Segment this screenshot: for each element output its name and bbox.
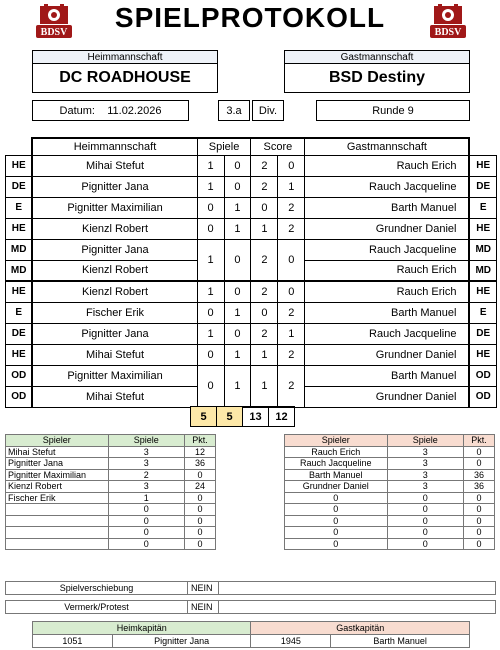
home-team-name: DC ROADHOUSE [59, 69, 191, 86]
stats-points: 0 [185, 538, 216, 550]
stats-points: 0 [185, 515, 216, 527]
round-box: Runde 9 [316, 100, 470, 121]
stats-games: 0 [387, 527, 464, 539]
total-score-guest: 12 [269, 407, 295, 427]
score-home: 2 [251, 281, 278, 302]
svg-text:BDSV: BDSV [40, 27, 68, 38]
score-guest: 2 [278, 218, 305, 239]
match-row [6, 302, 497, 323]
header-score: Score [251, 138, 305, 155]
stats-row [6, 469, 216, 481]
stats-games: 0 [108, 515, 185, 527]
home-player: Pignitter Jana [32, 239, 197, 260]
stats-player: 0 [285, 527, 388, 539]
stats-row [6, 458, 216, 470]
match-type-code: HE [6, 344, 33, 365]
stats-player: 0 [285, 492, 388, 504]
guest-stats-table [284, 434, 495, 550]
header-home: Heimmannschaft [32, 138, 197, 155]
match-type-code: DE [469, 323, 496, 344]
match-type-code: HE [6, 218, 33, 239]
stats-player: Fischer Erik [6, 492, 109, 504]
home-team-box [32, 50, 218, 93]
stats-games: 0 [387, 492, 464, 504]
stats-row [285, 527, 495, 539]
score-guest: 1 [278, 323, 305, 344]
games-home: 0 [197, 302, 224, 323]
header-guest: Gastmannschaft [305, 138, 470, 155]
home-stats-player-header: Spieler [6, 435, 109, 447]
score-guest: 2 [278, 302, 305, 323]
match-row [6, 281, 497, 302]
score-home: 0 [251, 302, 278, 323]
home-player: Mihai Stefut [32, 344, 197, 365]
guest-player: Grundner Daniel [305, 218, 470, 239]
score-guest: 2 [278, 365, 305, 407]
stats-player: 0 [285, 515, 388, 527]
league-box: 3.a [218, 100, 250, 121]
games-home: 0 [197, 218, 224, 239]
stats-games: 3 [387, 446, 464, 458]
games-home: 1 [197, 176, 224, 197]
header-games: Spiele [197, 138, 251, 155]
match-type-code: OD [6, 386, 33, 407]
protest-row [5, 600, 496, 614]
match-type-code: OD [6, 365, 33, 386]
match-type-code: HE [6, 155, 33, 176]
svg-text:BDSV: BDSV [434, 27, 462, 38]
stats-points: 0 [464, 504, 495, 516]
page-title: SPIELPROTOKOLL [114, 2, 386, 33]
score-guest: 0 [278, 155, 305, 176]
home-stats-table [5, 434, 216, 550]
total-score-home: 13 [243, 407, 269, 427]
guest-player: Grundner Daniel [305, 344, 470, 365]
match-row [6, 155, 497, 176]
date-value: 11.02.2026 [107, 104, 162, 117]
stats-player: Pignitter Maximilian [6, 469, 109, 481]
date-label: Datum: [59, 104, 95, 117]
stats-row [6, 504, 216, 516]
games-home: 0 [197, 365, 224, 407]
stats-points: 36 [185, 458, 216, 470]
guest-team-name: BSD Destiny [328, 69, 426, 86]
match-type-code: DE [6, 176, 33, 197]
score-home: 0 [251, 197, 278, 218]
games-guest: 1 [224, 365, 251, 407]
guest-captain-name: Barth Manuel [331, 635, 470, 648]
stats-points: 0 [464, 515, 495, 527]
postpone-value: NEIN [188, 582, 219, 595]
match-type-code: E [469, 302, 496, 323]
match-row [6, 323, 497, 344]
stats-player: Mihai Stefut [6, 446, 109, 458]
match-type-code: E [6, 302, 33, 323]
guest-team-label: Gastmannschaft [285, 51, 469, 64]
score-home: 1 [251, 365, 278, 407]
score-guest: 2 [278, 197, 305, 218]
match-type-code: HE [469, 218, 496, 239]
guest-player: Rauch Erich [305, 281, 470, 302]
match-type-code: MD [469, 260, 496, 281]
stats-games: 3 [387, 458, 464, 470]
match-type-code: HE [6, 281, 33, 302]
stats-player: Pignitter Jana [6, 458, 109, 470]
stats-games: 0 [108, 527, 185, 539]
protest-value: NEIN [188, 601, 219, 614]
stats-player: Barth Manuel [285, 469, 388, 481]
stats-row [6, 527, 216, 539]
stats-points: 36 [464, 469, 495, 481]
games-home: 1 [197, 281, 224, 302]
stats-row [285, 481, 495, 493]
stats-player: Kienzl Robert [6, 481, 109, 493]
games-home: 1 [197, 155, 224, 176]
home-player: Pignitter Jana [32, 323, 197, 344]
stats-points: 0 [185, 469, 216, 481]
games-guest: 0 [224, 239, 251, 281]
stats-row [285, 492, 495, 504]
games-guest: 0 [224, 176, 251, 197]
postpone-label: Spielverschiebung [6, 582, 188, 595]
stats-row [6, 492, 216, 504]
games-home: 1 [197, 239, 224, 281]
guest-stats-pts-header: Pkt. [464, 435, 495, 447]
score-home: 2 [251, 239, 278, 281]
stats-player [6, 504, 109, 516]
score-guest: 0 [278, 239, 305, 281]
stats-player: Grundner Daniel [285, 481, 388, 493]
guest-captain-label: Gastkapitän [251, 622, 470, 635]
match-type-code: DE [6, 323, 33, 344]
stats-games: 0 [108, 538, 185, 550]
games-guest: 1 [224, 344, 251, 365]
stats-points: 0 [464, 446, 495, 458]
score-home: 2 [251, 176, 278, 197]
guest-captain-id: 1945 [251, 635, 331, 648]
totals-row [190, 406, 295, 427]
stats-points: 0 [185, 504, 216, 516]
games-guest: 1 [224, 218, 251, 239]
stats-points: 0 [185, 527, 216, 539]
match-row [6, 365, 497, 386]
match-type-code: E [469, 197, 496, 218]
stats-games: 0 [108, 504, 185, 516]
match-row [6, 197, 497, 218]
guest-stats-player-header: Spieler [285, 435, 388, 447]
stats-games: 3 [108, 446, 185, 458]
stats-row [285, 446, 495, 458]
guest-player: Rauch Jacqueline [305, 323, 470, 344]
stats-points: 0 [185, 492, 216, 504]
total-games-home: 5 [191, 407, 217, 427]
score-home: 2 [251, 323, 278, 344]
stats-row [285, 469, 495, 481]
home-stats-pts-header: Pkt. [185, 435, 216, 447]
stats-player [6, 538, 109, 550]
match-type-code: MD [469, 239, 496, 260]
stats-games: 3 [108, 481, 185, 493]
games-guest: 0 [224, 155, 251, 176]
protest-label: Vermerk/Protest [6, 601, 188, 614]
postpone-row [5, 581, 496, 595]
match-row [6, 344, 497, 365]
home-player: Kienzl Robert [32, 281, 197, 302]
stats-games: 3 [387, 481, 464, 493]
stats-player [6, 527, 109, 539]
division-box: Div. [252, 100, 284, 121]
home-player: Pignitter Jana [32, 176, 197, 197]
match-type-code: DE [469, 176, 496, 197]
stats-player [6, 515, 109, 527]
stats-points: 36 [464, 481, 495, 493]
home-team-label: Heimmannschaft [33, 51, 217, 64]
stats-row [6, 515, 216, 527]
home-player: Mihai Stefut [32, 386, 197, 407]
score-guest: 0 [278, 281, 305, 302]
match-table [5, 137, 497, 408]
stats-player: 0 [285, 538, 388, 550]
stats-player: 0 [285, 504, 388, 516]
guest-stats-games-header: Spiele [387, 435, 464, 447]
stats-row [6, 481, 216, 493]
stats-points: 0 [464, 527, 495, 539]
stats-games: 3 [387, 469, 464, 481]
stats-row [6, 446, 216, 458]
home-stats-games-header: Spiele [108, 435, 185, 447]
guest-player: Grundner Daniel [305, 386, 470, 407]
games-home: 1 [197, 323, 224, 344]
home-captain-label: Heimkapitän [33, 622, 251, 635]
captains-table [32, 621, 470, 648]
match-row [6, 218, 497, 239]
stats-points: 12 [185, 446, 216, 458]
home-player: Kienzl Robert [32, 218, 197, 239]
stats-row [6, 538, 216, 550]
score-home: 1 [251, 344, 278, 365]
stats-games: 0 [387, 538, 464, 550]
match-type-code: HE [469, 155, 496, 176]
games-guest: 1 [224, 197, 251, 218]
match-type-code: MD [6, 260, 33, 281]
match-type-code: E [6, 197, 33, 218]
home-captain-id: 1051 [33, 635, 113, 648]
games-guest: 0 [224, 323, 251, 344]
stats-player: Rauch Erich [285, 446, 388, 458]
match-type-code: HE [469, 281, 496, 302]
stats-points: 0 [464, 538, 495, 550]
games-guest: 0 [224, 281, 251, 302]
home-player: Kienzl Robert [32, 260, 197, 281]
guest-player: Rauch Erich [305, 155, 470, 176]
stats-player: Rauch Jacqueline [285, 458, 388, 470]
guest-player: Rauch Erich [305, 260, 470, 281]
stats-games: 0 [387, 515, 464, 527]
games-home: 0 [197, 197, 224, 218]
score-guest: 2 [278, 344, 305, 365]
stats-games: 0 [387, 504, 464, 516]
total-games-guest: 5 [217, 407, 243, 427]
home-player: Pignitter Maximilian [32, 197, 197, 218]
guest-player: Barth Manuel [305, 197, 470, 218]
guest-player: Barth Manuel [305, 365, 470, 386]
guest-player: Rauch Jacqueline [305, 176, 470, 197]
games-guest: 1 [224, 302, 251, 323]
score-home: 1 [251, 218, 278, 239]
match-row [6, 239, 497, 260]
stats-points: 0 [464, 492, 495, 504]
home-player: Fischer Erik [32, 302, 197, 323]
match-type-code: MD [6, 239, 33, 260]
home-player: Mihai Stefut [32, 155, 197, 176]
stats-games: 3 [108, 458, 185, 470]
match-row [6, 176, 497, 197]
stats-row [285, 515, 495, 527]
guest-team-box [284, 50, 470, 93]
date-box [32, 100, 189, 121]
score-home: 2 [251, 155, 278, 176]
home-captain-name: Pignitter Jana [112, 635, 251, 648]
score-guest: 1 [278, 176, 305, 197]
stats-row [285, 458, 495, 470]
stats-games: 2 [108, 469, 185, 481]
games-home: 0 [197, 344, 224, 365]
stats-points: 0 [464, 458, 495, 470]
stats-points: 24 [185, 481, 216, 493]
stats-row [285, 538, 495, 550]
match-type-code: HE [469, 344, 496, 365]
guest-player: Barth Manuel [305, 302, 470, 323]
match-type-code: OD [469, 386, 496, 407]
home-player: Pignitter Maximilian [32, 365, 197, 386]
stats-games: 1 [108, 492, 185, 504]
guest-player: Rauch Jacqueline [305, 239, 470, 260]
match-type-code: OD [469, 365, 496, 386]
stats-row [285, 504, 495, 516]
